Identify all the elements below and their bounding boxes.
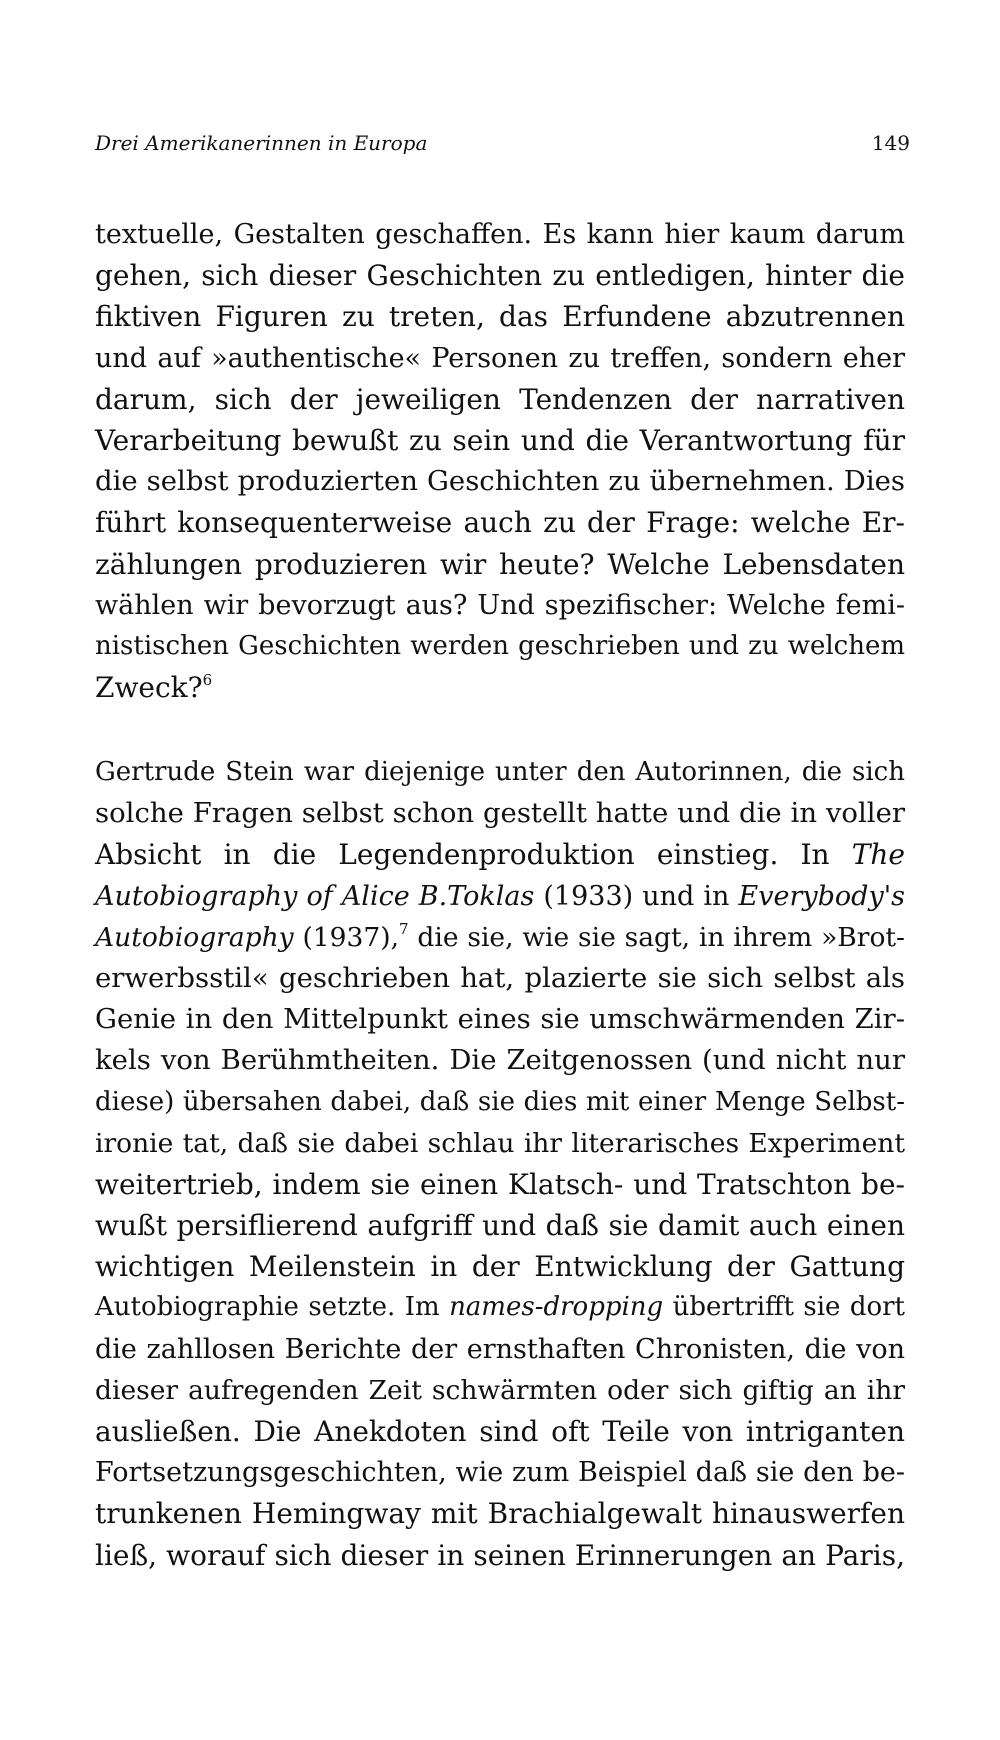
text-line: ließ, worauf sich dieser in seinen Erinnerungen an Paris, — [95, 1538, 905, 1572]
text-line: zählungen produzieren wir heute? Welche Lebensdaten — [95, 547, 905, 581]
text-line: erwerbsstil« geschrieben hat, plazierte sie sich selbst als — [95, 961, 905, 994]
text-line: nistischen Geschichten werden geschrieben und zu welchem — [95, 630, 905, 661]
text-line: diese) übersahen dabei, daß sie dies mit einer Menge Selbst- — [95, 1086, 905, 1117]
text-line: textuelle, Gestalten geschaffen. Es kann hier kaum darum — [95, 219, 905, 250]
text-line — [95, 667, 905, 708]
text-fragment: Zweck? — [95, 671, 203, 705]
text-line: wichtigen Meilenstein in der Entwicklung der Gattung — [95, 1250, 905, 1284]
text-line: Verarbeitung bewußt zu sein und die Verantwortung für — [95, 423, 905, 457]
text-line: weitertrieb, indem sie einen Klatsch- und Tratschton be- — [95, 1167, 905, 1201]
text-fragment: (1933) und in — [534, 880, 739, 912]
text-line: trunkenen Hemingway mit Brachialgewalt hinauswerfen — [95, 1497, 905, 1531]
text-line: wußt persiflierend aufgriff und daß sie damit auch einen — [95, 1209, 905, 1243]
book-title: Autobiography — [95, 921, 294, 953]
text-line — [95, 876, 905, 917]
text-line: dieser aufregenden Zeit schwärmten oder sich giftig an ihr — [95, 1374, 905, 1406]
text-line: die zahllosen Berichte der ernsthaften Chronisten, die von — [95, 1333, 905, 1365]
paragraph-2 — [95, 752, 905, 1576]
text-line: Genie in den Mittelpunkt eines sie umschwärmenden Zir- — [95, 1003, 905, 1036]
text-fragment: Autobiographie setzte. Im — [95, 1292, 450, 1323]
text-line: wählen wir bevorzugt aus? Und spezifischer: Welche femi- — [95, 589, 905, 621]
text-fragment: (1937), — [293, 921, 400, 953]
text-line — [95, 834, 905, 875]
text-line: Fortsetzungsgeschichten, wie zum Beispiel daß sie den be- — [95, 1457, 905, 1489]
text-fragment: Absicht in die Legendenproduktion einstieg. In — [95, 838, 852, 872]
text-line: die selbst produzierten Geschichten zu übernehmen. Dies — [95, 465, 905, 498]
text-line: führt konsequenterweise auch zu der Frage: welche Er- — [95, 506, 905, 540]
text-line: ironie tat, daß sie dabei schlau ihr literarisches Experiment — [95, 1127, 905, 1159]
book-title: The — [851, 838, 905, 872]
text-fragment: übertrifft sie dort — [663, 1292, 905, 1323]
text-line — [95, 917, 905, 958]
running-title: Drei Amerikanerinnen in Europa — [95, 131, 428, 155]
text-line: gehen, sich dieser Geschichten zu entledigen, hinter die — [95, 259, 905, 293]
text-line: und auf »authentische« Personen zu treffen, sondern eher — [95, 342, 905, 374]
footnote-marker-6[interactable]: 6 — [202, 671, 213, 690]
text-line: fiktiven Figuren zu treten, das Erfundene abzutrennen — [95, 300, 905, 334]
emphasis-term: names-dropping — [449, 1292, 664, 1323]
paragraph-1 — [95, 214, 905, 708]
text-line: kels von Berühmtheiten. Die Zeitgenossen (und nicht nur — [95, 1044, 905, 1077]
book-title: Everybody's — [738, 880, 905, 912]
text-fragment: die sie, wie sie sagt, in ihrem »Brot- — [408, 921, 905, 953]
book-title: Autobiography of Alice B.Toklas — [95, 880, 535, 912]
text-line: Gertrude Stein war diejenige unter den Autorinnen, die sich — [95, 757, 905, 787]
footnote-marker-7[interactable]: 7 — [399, 919, 409, 938]
text-line — [95, 1287, 905, 1328]
text-line: ausließen. Die Anekdoten sind oft Teile von intriganten — [95, 1415, 905, 1448]
text-line: darum, sich der jeweiligen Tendenzen der narrativen — [95, 382, 905, 416]
page-number: 149 — [871, 131, 910, 155]
running-header — [95, 128, 910, 158]
text-line: solche Fragen selbst schon gestellt hatte und die in voller — [95, 797, 905, 830]
